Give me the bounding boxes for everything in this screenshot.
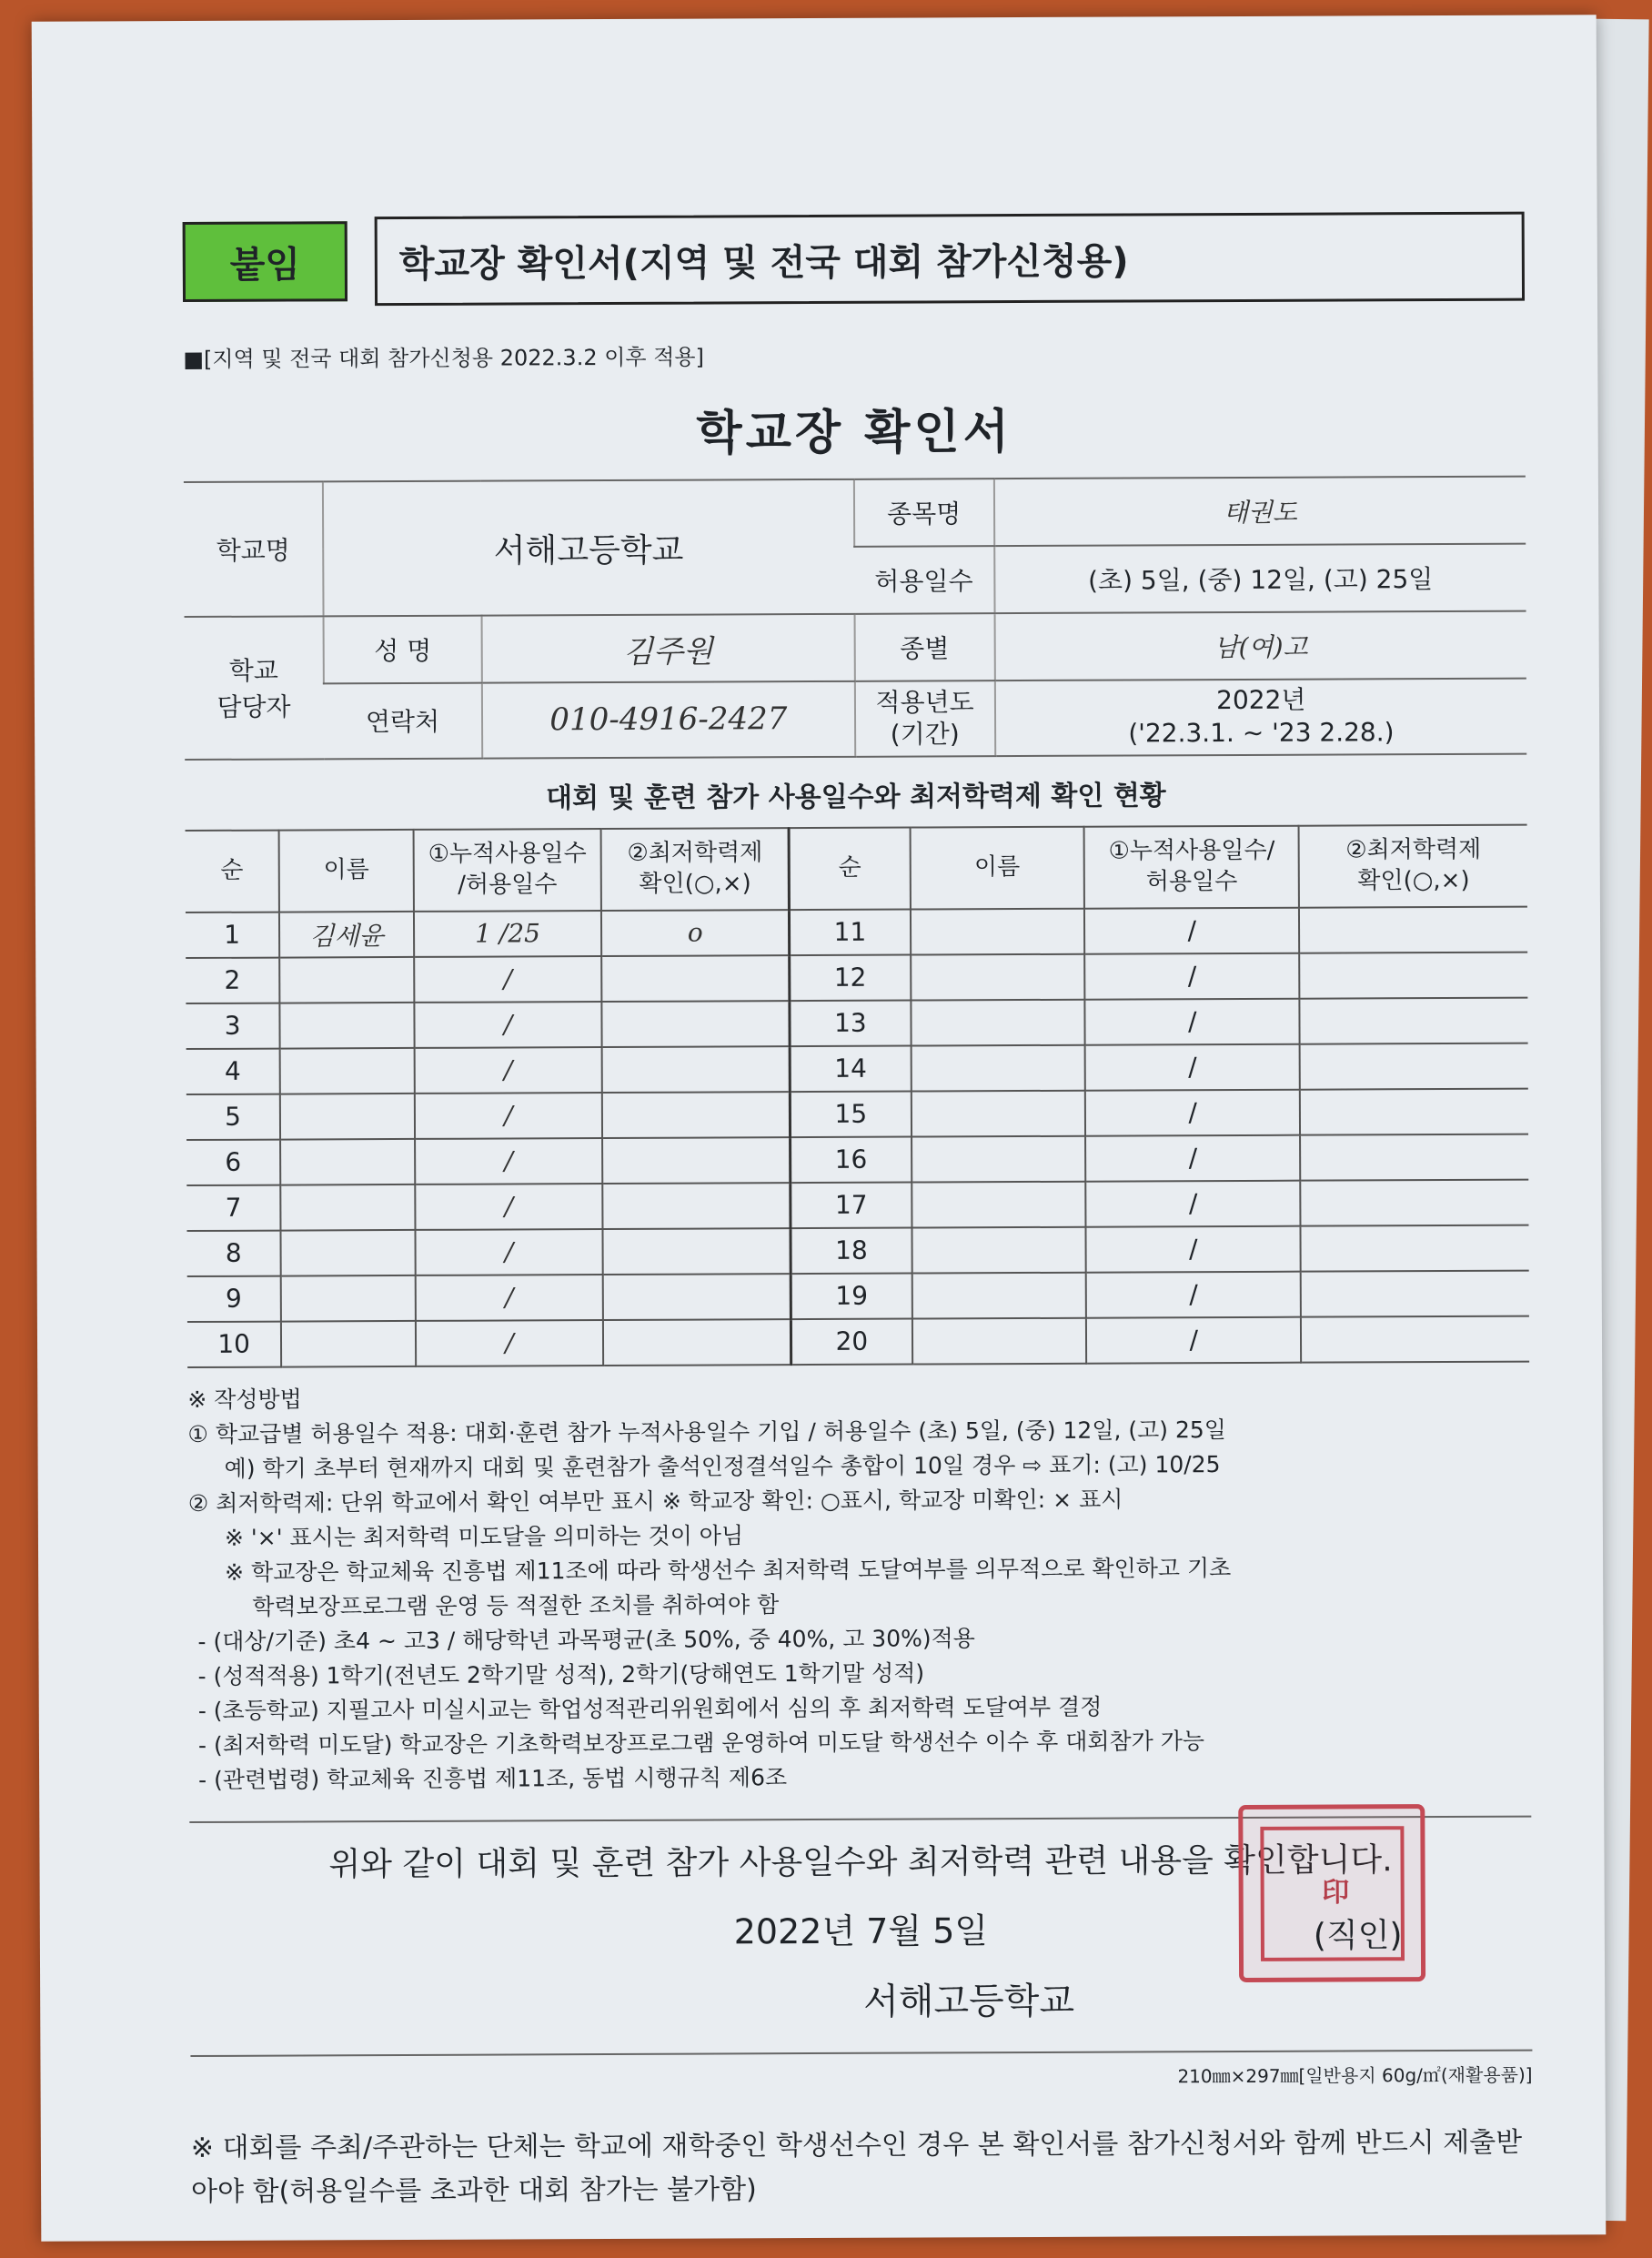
contact-label: 연락처 xyxy=(324,683,482,760)
instruction-line: ② 최저학력제: 단위 학교에서 확인 여부만 표시 ※ 학교장 확인: ○표시, 학교장 미확인: × 표시 xyxy=(187,1486,1123,1517)
academic-check-cell xyxy=(1301,1225,1529,1271)
student-name-cell xyxy=(280,1094,415,1140)
student-name-cell xyxy=(281,1230,416,1276)
paper-spec: 210㎜×297㎜[일반용지 60g/㎡(재활용품)] xyxy=(190,2049,1532,2092)
school-name-label: 학교명 xyxy=(184,481,324,617)
seal-mark: 印 xyxy=(1260,1826,1405,1961)
header-title: 학교장 확인서(지역 및 전국 대회 참가신청용) xyxy=(375,212,1525,307)
days-used-cell: / xyxy=(415,1184,603,1230)
row-number-cell: 1 xyxy=(186,912,279,957)
table-header-row xyxy=(186,824,1527,912)
type-value: 남(여)고 xyxy=(994,611,1526,681)
instruction-line: - (대상/기준) 초4 ~ 고3 / 해당학년 과목평균(초 50%, 중 40%, 고 30%)적용 xyxy=(197,1625,975,1655)
row-number-cell: 10 xyxy=(187,1321,281,1366)
days-used-cell: / xyxy=(415,1138,603,1184)
row-number-cell: 20 xyxy=(791,1318,912,1365)
academic-check-cell xyxy=(601,955,790,1002)
table-row xyxy=(186,997,1527,1048)
academic-check-cell xyxy=(1299,952,1527,998)
contact-value: 010-4916-2427 xyxy=(482,681,855,759)
row-number-cell: 8 xyxy=(186,1230,280,1275)
table-row xyxy=(186,952,1527,1003)
student-name-cell: 김세윤 xyxy=(279,912,414,958)
instructions xyxy=(187,1376,1531,1797)
row-number-cell: 11 xyxy=(790,909,911,955)
student-name-cell xyxy=(911,1000,1085,1046)
instruction-line: 예) 학기 초부터 현재까지 대회 및 훈련참가 출석인정결석일수 총합이 10일 경우 ⇨ 표기: (고) 10/25 xyxy=(224,1450,1221,1482)
row-number-cell: 15 xyxy=(791,1091,912,1137)
column-header: ①누적사용일수/ 허용일수 xyxy=(1084,825,1299,908)
academic-check-cell xyxy=(1300,1134,1528,1180)
row-number-cell: 3 xyxy=(186,1003,279,1048)
instructions-heading: ※ 작성방법 xyxy=(187,1386,302,1413)
days-used-cell: / xyxy=(1085,998,1300,1044)
instruction-line: 학력보장프로그램 운영 등 적절한 조치를 취하여야 함 xyxy=(252,1590,780,1620)
section-title: 대회 및 훈련 참가 사용일수와 최저학력제 확인 현황 xyxy=(545,780,1166,815)
instruction-line: ① 학교급별 허용일수 적용: 대회·훈련 참가 누적사용일수 기입 / 허용일수 (초) 5일, (중) 12일, (고) 25일 xyxy=(187,1416,1226,1447)
column-header: ①누적사용일수 /허용일수 xyxy=(413,829,601,912)
student-name-cell xyxy=(912,1317,1086,1364)
days-used-cell: / xyxy=(414,956,602,1003)
student-name-cell xyxy=(911,954,1085,1001)
signing-school: 서해고등학교 xyxy=(863,1980,1075,2023)
school-info-table xyxy=(184,476,1526,761)
days-used-cell: / xyxy=(1086,1271,1301,1317)
student-name-cell xyxy=(911,1045,1085,1092)
event-label: 종목명 xyxy=(854,479,994,547)
student-name-cell xyxy=(281,1184,416,1231)
days-used-cell: / xyxy=(1086,1316,1301,1363)
document-sheet xyxy=(32,15,1607,2241)
period-value: ('22.3.1. ~ '23 2.28.) xyxy=(1128,717,1395,749)
school-name-value: 서해고등학교 xyxy=(323,479,854,617)
academic-check-cell xyxy=(602,1137,791,1184)
year-value: 2022년 xyxy=(1216,684,1306,716)
allowed-days-value: (초) 5일, (중) 12일, (고) 25일 xyxy=(994,544,1526,614)
academic-check-cell xyxy=(603,1228,791,1275)
days-used-cell: / xyxy=(415,1275,603,1321)
manager-name-value: 김주원 xyxy=(482,614,855,683)
table-body xyxy=(186,906,1529,1366)
row-number-cell: 4 xyxy=(186,1048,280,1094)
days-used-cell: / xyxy=(415,1229,603,1275)
days-used-cell: / xyxy=(1084,907,1299,953)
days-used-cell: / xyxy=(1086,1180,1301,1226)
manager-label: 학교 담당자 xyxy=(185,616,325,759)
row-number-cell: 14 xyxy=(790,1045,911,1092)
row-number-cell: 19 xyxy=(791,1273,912,1319)
row-number-cell: 16 xyxy=(791,1136,912,1183)
event-value: 태권도 xyxy=(994,477,1526,547)
seal-label: (직인) xyxy=(1313,1917,1403,1955)
student-name-cell xyxy=(910,909,1084,955)
student-name-cell xyxy=(911,1091,1085,1137)
year-cell xyxy=(994,679,1526,756)
days-used-cell: / xyxy=(1086,1225,1301,1272)
student-name-cell xyxy=(279,957,414,1003)
academic-check-cell xyxy=(602,1092,791,1138)
academic-check-cell xyxy=(603,1274,791,1320)
row-number-cell: 5 xyxy=(186,1094,280,1139)
days-used-cell: / xyxy=(1085,1043,1300,1090)
row-number-cell: 7 xyxy=(186,1184,280,1230)
academic-check-cell xyxy=(1300,1088,1528,1134)
days-used-cell: / xyxy=(1084,953,1299,999)
academic-check-cell xyxy=(1301,1315,1529,1362)
column-header: 순 xyxy=(186,830,280,912)
academic-check-cell xyxy=(603,1319,791,1366)
instruction-line: - (최저학력 미도달) 학교장은 기초학력보장프로그램 운영하여 미도달 학생선수 이수 후 대회참가 가능 xyxy=(197,1727,1205,1759)
row-number-cell: 13 xyxy=(790,1000,911,1046)
attachment-badge: 붙임 xyxy=(183,221,348,302)
table-row xyxy=(186,1179,1528,1230)
participation-table xyxy=(186,823,1530,1367)
student-name-cell xyxy=(912,1273,1086,1319)
column-header: ②최저학력제 확인(○,×) xyxy=(601,828,790,911)
table-row xyxy=(186,1134,1528,1184)
academic-check-cell xyxy=(1299,906,1527,953)
student-name-cell xyxy=(280,1003,415,1049)
student-name-cell xyxy=(912,1136,1086,1183)
column-header: 순 xyxy=(789,827,910,910)
academic-check-cell xyxy=(603,1183,791,1229)
instruction-line: - (성적적용) 1학기(전년도 2학기말 성적), 2학기(당해연도 1학기말 성적) xyxy=(197,1659,925,1689)
instruction-line: - (관련법령) 학교체육 진흥법 제11조, 동법 시행규칙 제6조 xyxy=(198,1763,788,1793)
instruction-line: ※ '×' 표시는 최저학력 미도달을 의미하는 것이 아님 xyxy=(224,1522,744,1551)
instruction-line: ※ 학교장은 학교체육 진흥법 제11조에 따라 학생선수 최저학력 도달여부를 의무적으로 확인하고 기초 xyxy=(225,1554,1232,1586)
days-used-cell: / xyxy=(415,1093,603,1139)
table-row xyxy=(186,906,1527,957)
name-label: 성 명 xyxy=(324,616,482,684)
table-row xyxy=(186,1225,1528,1275)
days-used-cell: / xyxy=(1085,1134,1300,1181)
days-used-cell: / xyxy=(414,1002,602,1048)
document-title: 학교장 확인서 xyxy=(696,405,1013,461)
document-header xyxy=(183,207,1525,312)
applicability-notice: ■[지역 및 전국 대회 참가신청용 2022.3.2 이후 적용] xyxy=(183,344,704,373)
column-header: ②최저학력제 확인(○,×) xyxy=(1299,824,1527,907)
student-name-cell xyxy=(280,1139,415,1185)
row-number-cell: 6 xyxy=(186,1139,280,1184)
column-header: 이름 xyxy=(279,830,414,912)
academic-check-cell: o xyxy=(601,910,790,956)
days-used-cell: / xyxy=(1085,1089,1300,1135)
footer-note: ※ 대회를 주최/주관하는 단체는 학교에 재학중인 학생선수인 경우 본 확인서를 참가신청서와 함께 반드시 제출받아야 함(허용일수를 초과한 대회 참가는 불가함) xyxy=(190,2126,1523,2208)
table-row xyxy=(187,1315,1529,1366)
student-name-cell xyxy=(912,1227,1086,1274)
academic-check-cell xyxy=(1300,997,1528,1043)
allowed-days-label: 허용일수 xyxy=(854,546,994,614)
row-number-cell: 9 xyxy=(187,1275,281,1321)
academic-check-cell xyxy=(602,1046,791,1093)
confirmation-statement: 위와 같이 대회 및 훈련 참가 사용일수와 최저학력 관련 내용을 확인합니다. xyxy=(189,1815,1531,1885)
academic-check-cell xyxy=(1301,1179,1529,1225)
academic-check-cell xyxy=(602,1001,791,1047)
student-name-cell xyxy=(281,1275,416,1322)
year-label: 적용년도 (기간) xyxy=(854,680,994,756)
issue-date: 2022년 7월 5일 xyxy=(733,1910,989,1952)
table-row xyxy=(187,1270,1529,1321)
academic-check-cell xyxy=(1300,1043,1528,1089)
academic-check-cell xyxy=(1301,1270,1529,1316)
student-name-cell xyxy=(280,1048,415,1094)
table-row xyxy=(186,1043,1528,1094)
row-number-cell: 12 xyxy=(790,954,911,1001)
days-used-cell: 1 /25 xyxy=(414,911,602,957)
days-used-cell: / xyxy=(414,1047,602,1094)
row-number-cell: 2 xyxy=(186,957,279,1003)
row-number-cell: 17 xyxy=(791,1182,912,1228)
days-used-cell: / xyxy=(416,1320,604,1366)
column-header: 이름 xyxy=(910,827,1084,910)
student-name-cell xyxy=(912,1182,1086,1228)
student-name-cell xyxy=(281,1321,416,1367)
row-number-cell: 18 xyxy=(791,1227,912,1274)
instruction-line: - (초등학교) 지필고사 미실시교는 학업성적관리위원회에서 심의 후 최저학력 도달여부 결정 xyxy=(197,1693,1103,1724)
type-label: 종별 xyxy=(854,613,994,681)
table-row xyxy=(186,1088,1528,1139)
